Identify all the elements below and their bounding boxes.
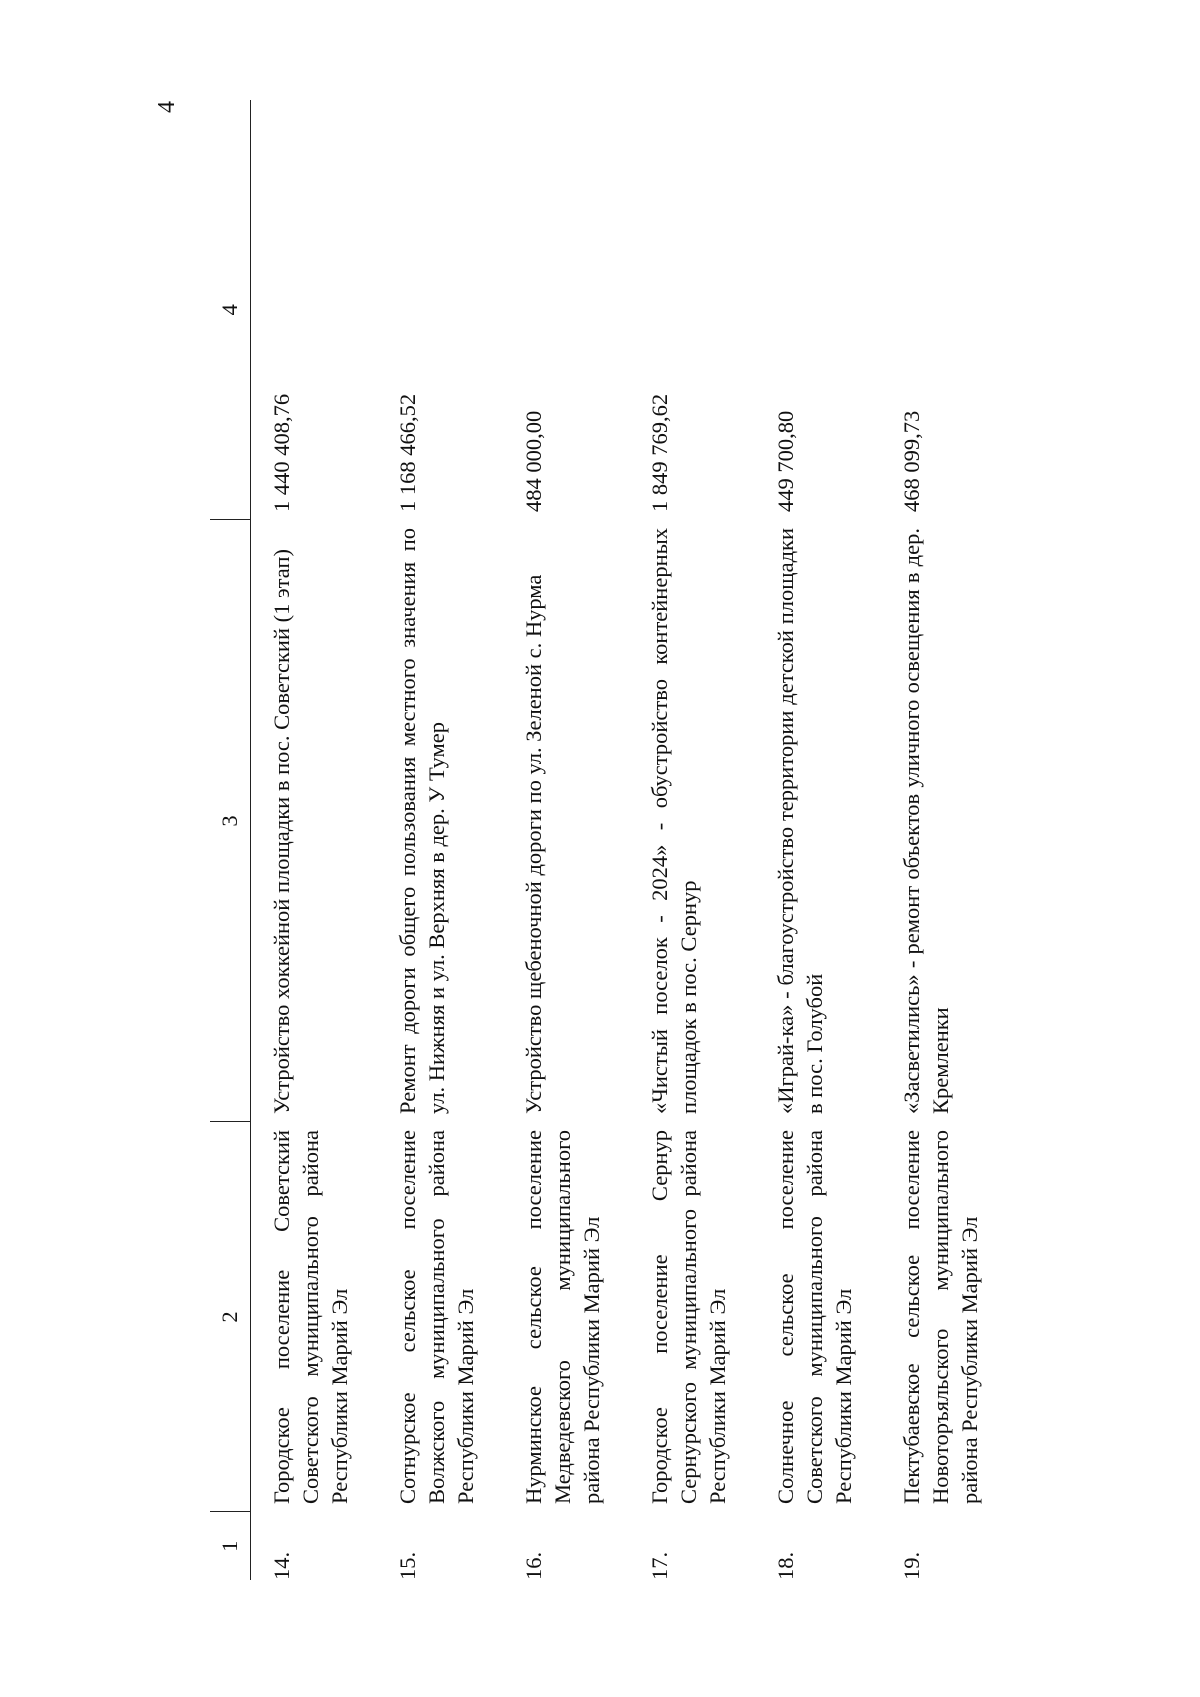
municipality-cell: Нурминское сельское поселение Медведевского муниципального района Республики Марий Эл xyxy=(521,1130,604,1504)
amount-cell: 1 849 769,62 xyxy=(647,393,672,512)
municipality-cell: Сотнурское сельское поселение Волжского муниципального района Республики Марий Эл xyxy=(395,1130,478,1504)
table-row xyxy=(251,100,378,1580)
header-col-3: 3 xyxy=(210,520,251,1122)
project-cell: Устройство хоккейной площадки в пос. Советский (1 этап) xyxy=(269,549,294,1114)
table-row xyxy=(503,100,629,1580)
amount-cell: 468 099,73 xyxy=(899,410,924,512)
header-col-4: 4 xyxy=(210,100,251,520)
project-cell: «Засветились» - ремонт объектов уличного освещения в дер. Кремленки xyxy=(899,528,953,1114)
municipality-cell: Солнечное сельское поселение Советского муниципального района Республики Марий Эл xyxy=(773,1130,856,1504)
table-row xyxy=(629,100,755,1580)
row-number: 18. xyxy=(773,1551,798,1580)
amount-cell: 1 440 408,76 xyxy=(269,393,294,512)
page-number: 4 xyxy=(154,101,180,113)
row-number: 14. xyxy=(269,1551,294,1580)
project-cell: Устройство щебеночной дороги по ул. Зеленой с. Нурма xyxy=(521,574,546,1114)
row-number: 16. xyxy=(521,1551,546,1580)
municipality-cell: Городское поселение Сернур Сернурского муниципального района Республики Марий Эл xyxy=(647,1130,730,1504)
amount-cell: 1 168 466,52 xyxy=(395,393,420,512)
table-row xyxy=(755,100,881,1580)
row-number: 17. xyxy=(647,1551,672,1580)
table-row xyxy=(881,100,1007,1580)
project-cell: Ремонт дороги общего пользования местного значения по ул. Нижняя и ул. Верхняя в дер. У Тумер xyxy=(395,528,449,1114)
row-number: 19. xyxy=(899,1551,924,1580)
amount-cell: 484 000,00 xyxy=(521,410,546,512)
amount-cell: 449 700,80 xyxy=(773,410,798,512)
header-col-2: 2 xyxy=(210,1122,251,1512)
table-body xyxy=(251,100,1008,1580)
table-row xyxy=(377,100,503,1580)
table-header xyxy=(210,100,251,1580)
municipality-cell: Городское поселение Советский Советского муниципального района Республики Марий Эл xyxy=(269,1130,352,1504)
project-cell: «Играй-ка» - благоустройство территории детской площадки в пос. Голубой xyxy=(773,528,827,1114)
table-container xyxy=(210,100,1030,1580)
header-col-1: 1 xyxy=(210,1512,251,1580)
row-number: 15. xyxy=(395,1551,420,1580)
project-cell: «Чистый поселок - 2024» - обустройство контейнерных площадок в пос. Сернур xyxy=(647,528,701,1114)
municipality-cell: Пектубаевское сельское поселение Новоторъяльского муниципального района Республики Марий Эл xyxy=(899,1130,982,1504)
projects-table xyxy=(210,100,1007,1580)
